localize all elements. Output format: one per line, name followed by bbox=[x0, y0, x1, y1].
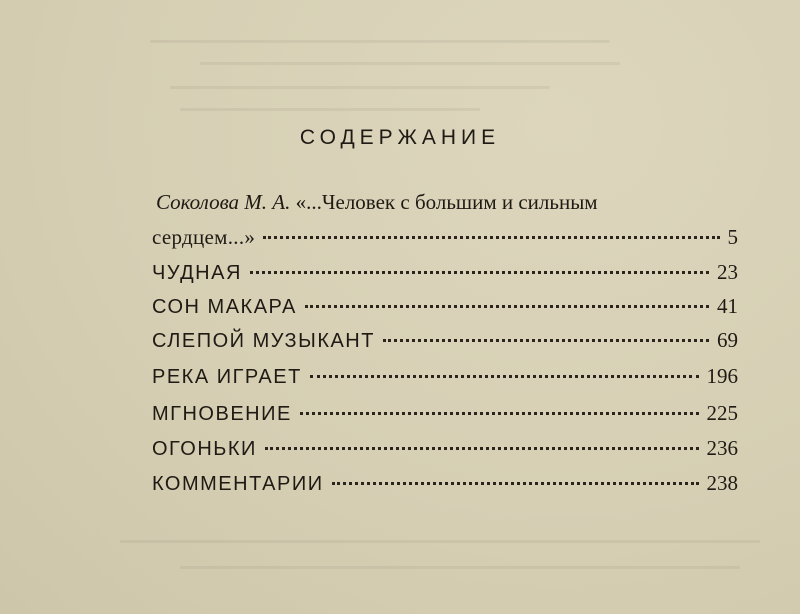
dot-leader bbox=[250, 271, 709, 274]
page-number: 196 bbox=[706, 364, 738, 388]
toc-entry-title: КОММЕНТАРИИ bbox=[152, 473, 324, 495]
page-number: 236 bbox=[706, 436, 738, 460]
toc-entry-title: РЕКА ИГРАЕТ bbox=[152, 366, 302, 388]
toc-entry-title: МГНОВЕНИЕ bbox=[152, 403, 292, 425]
show-through-line bbox=[170, 86, 550, 89]
show-through-line bbox=[120, 540, 760, 543]
page-number: 23 bbox=[717, 260, 738, 284]
show-through-line bbox=[200, 62, 620, 65]
dot-leader bbox=[332, 482, 699, 485]
dot-leader bbox=[383, 339, 709, 342]
contents-heading: СОДЕРЖАНИЕ bbox=[299, 126, 501, 149]
toc-entry-title: СОН МАКАРА bbox=[152, 296, 297, 318]
page-number: 69 bbox=[717, 328, 738, 352]
toc-entry-title: ОГОНЬКИ bbox=[152, 438, 257, 460]
toc-intro-entry bbox=[152, 190, 742, 249]
dot-leader bbox=[310, 375, 699, 378]
toc-row[interactable] bbox=[152, 328, 738, 358]
show-through-line bbox=[180, 566, 740, 569]
toc-intro-author: Соколова М. А. bbox=[156, 190, 291, 214]
toc-intro-first-line bbox=[156, 190, 598, 215]
page-number: 41 bbox=[717, 294, 738, 318]
toc-intro-title-line1: «...Человек с большим и сильным bbox=[295, 190, 598, 214]
toc-row[interactable] bbox=[152, 471, 738, 501]
toc-row[interactable] bbox=[152, 294, 738, 324]
page-number: 225 bbox=[706, 401, 738, 425]
dot-leader bbox=[265, 447, 699, 450]
dot-leader bbox=[263, 236, 719, 239]
dot-leader bbox=[300, 412, 699, 415]
toc-row[interactable] bbox=[152, 260, 738, 290]
show-through-line bbox=[150, 40, 610, 43]
toc-entry-title: ЧУДНАЯ bbox=[152, 262, 242, 284]
dot-leader bbox=[305, 305, 709, 308]
page-number: 5 bbox=[727, 225, 738, 249]
toc-row[interactable] bbox=[152, 225, 738, 255]
toc-row[interactable] bbox=[152, 401, 738, 431]
show-through-line bbox=[180, 108, 480, 111]
toc-row[interactable] bbox=[152, 436, 738, 466]
toc-entry-title: СЛЕПОЙ МУЗЫКАНТ bbox=[152, 330, 375, 352]
toc-intro-title-line2: сердцем...» bbox=[152, 225, 256, 249]
toc-row[interactable] bbox=[152, 364, 738, 394]
page-number: 238 bbox=[706, 471, 738, 495]
